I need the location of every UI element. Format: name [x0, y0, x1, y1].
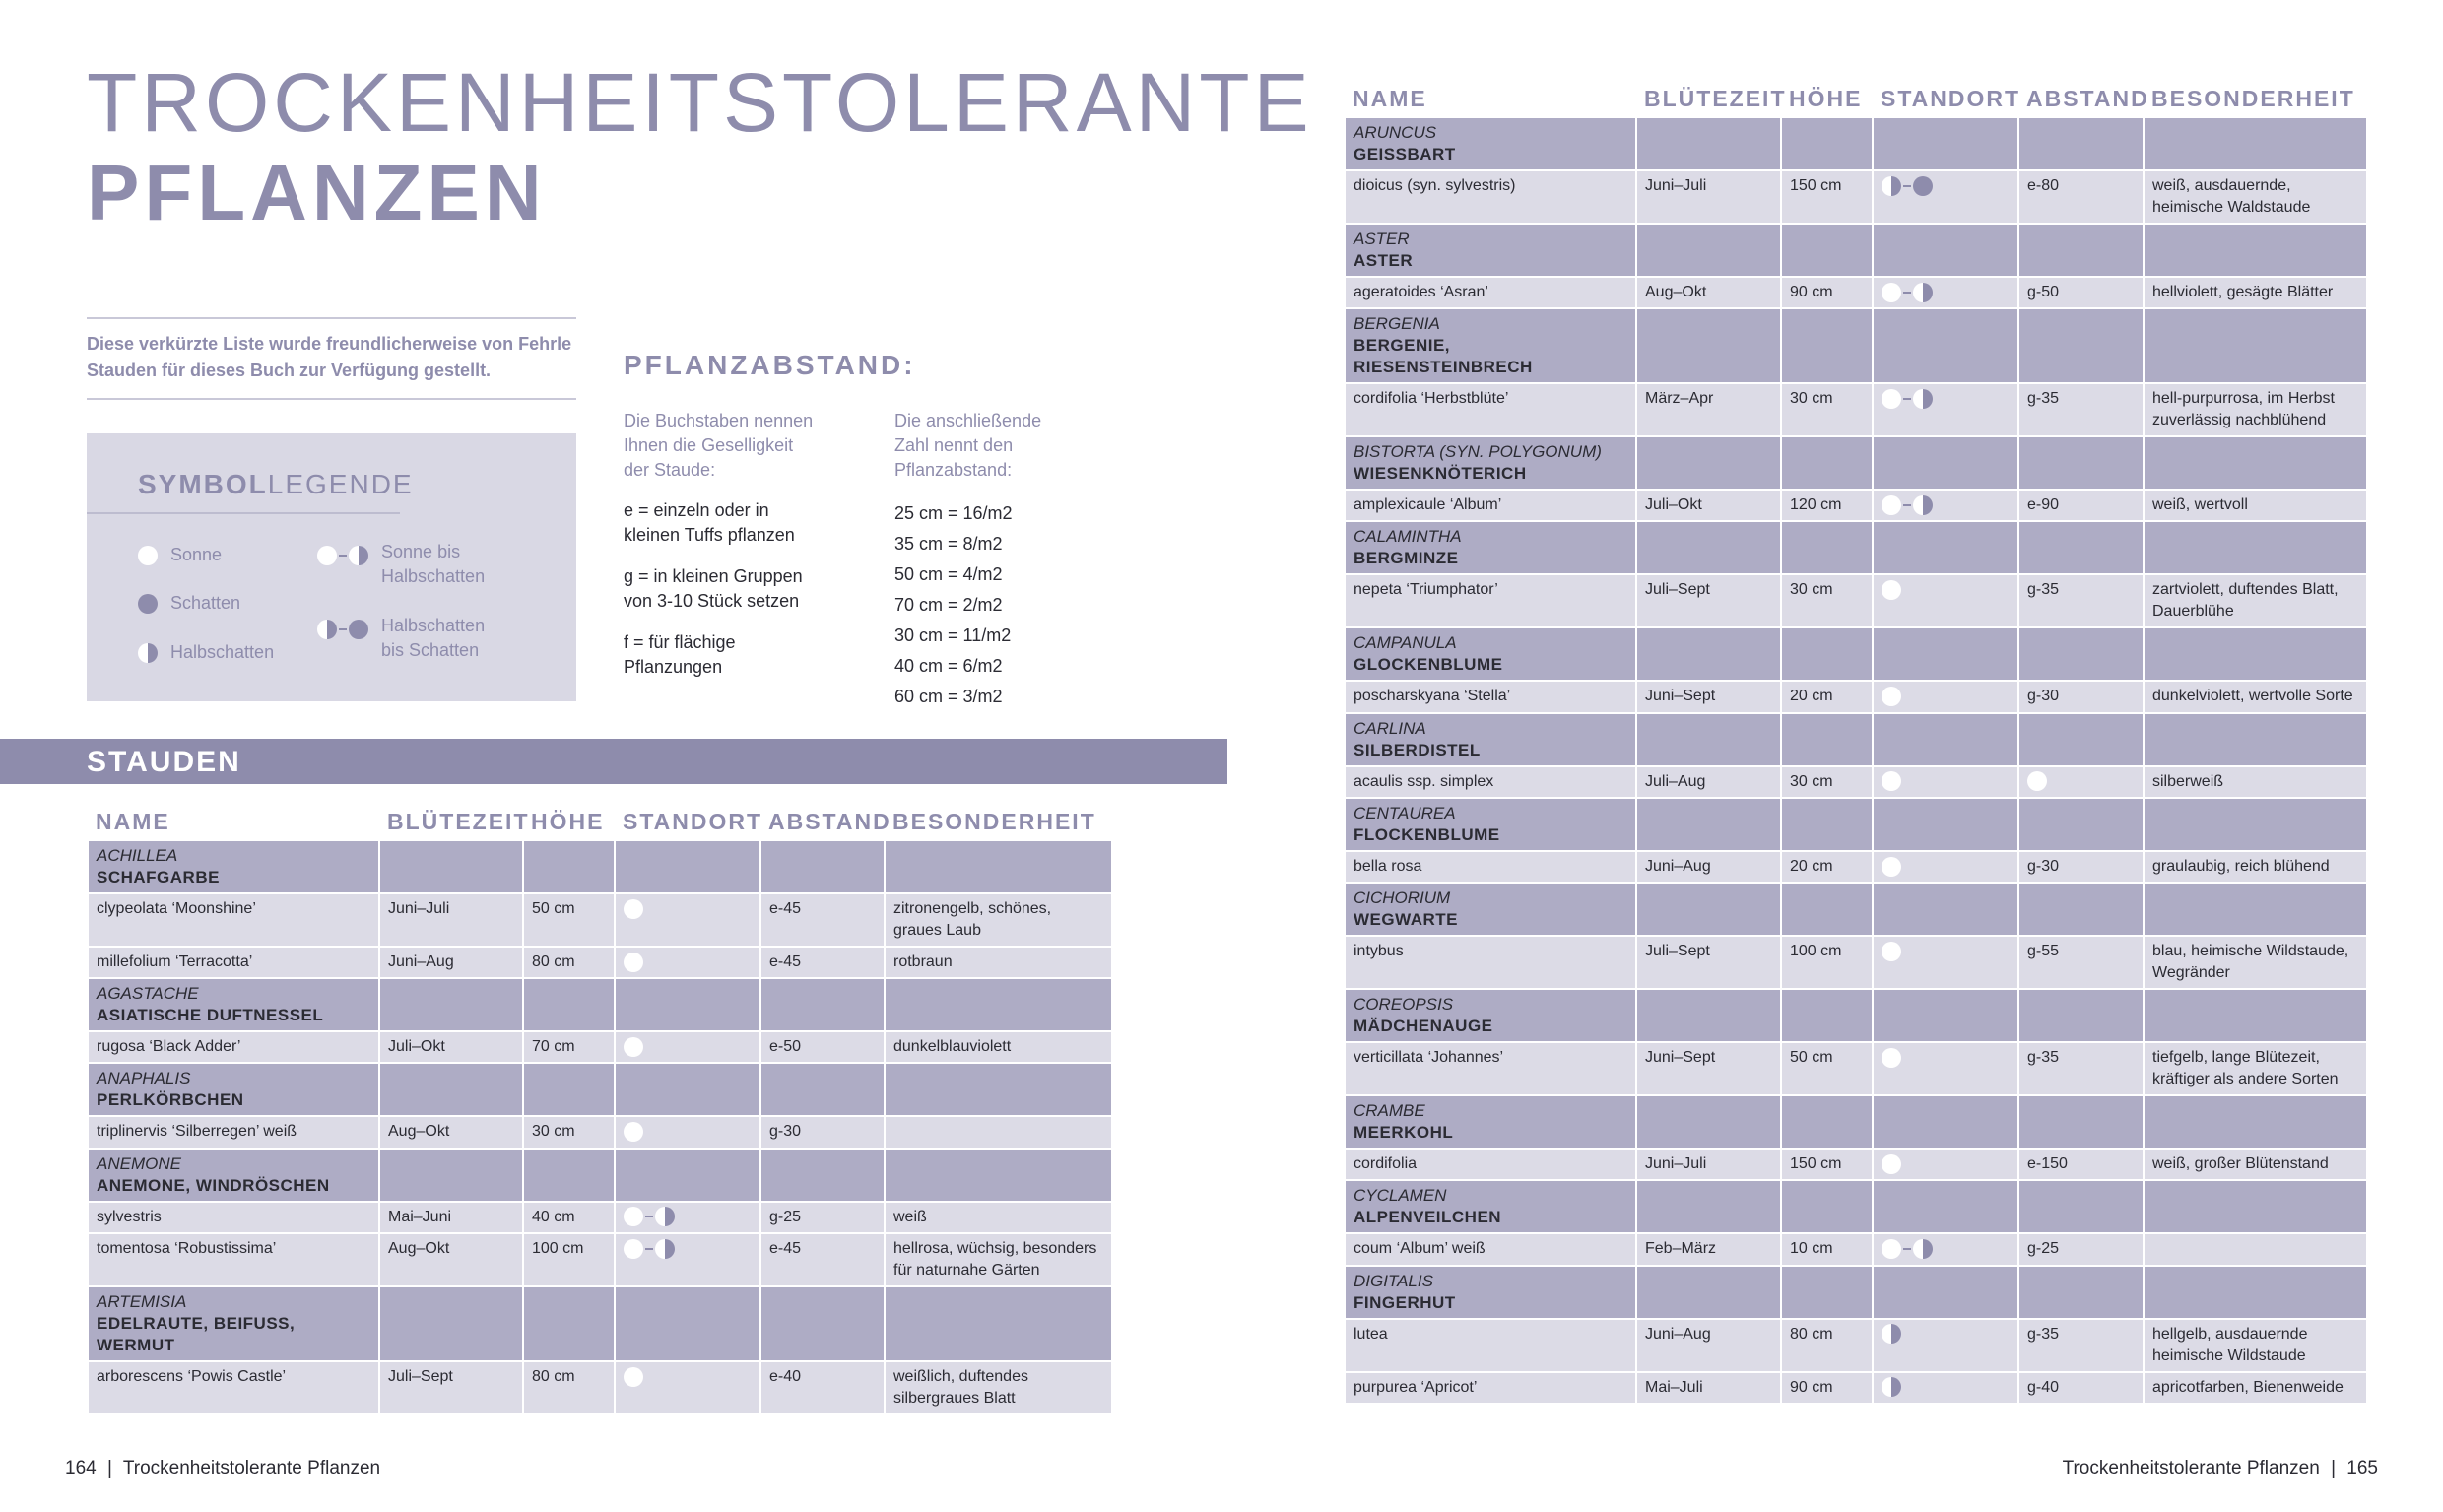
divider — [87, 317, 576, 319]
sun-to-half-shade-icon — [1882, 1238, 1933, 1260]
location — [1873, 681, 2018, 712]
genus-latin-name: CALAMINTHA — [1354, 527, 1462, 547]
plant-row — [1345, 1149, 2367, 1180]
genus-row — [1345, 308, 2367, 383]
genus-latin-name: ARTEMISIA — [97, 1291, 187, 1311]
intro-text: Diese verkürzte Liste wurde freundlicherweise von Fehrle Stauden für dieses Buch zur Verfügung gestellt. — [87, 334, 572, 380]
feature: weiß, großer Blütenstand — [2144, 1149, 2367, 1180]
plant-name: triplinervis ‘Silberregen’ weiß — [88, 1116, 379, 1148]
plant-row — [88, 947, 1112, 978]
height: 150 cm — [1781, 170, 1873, 224]
height: 30 cm — [1781, 766, 1873, 798]
plant-name: intybus — [1345, 936, 1636, 989]
location — [1873, 490, 2018, 521]
sun-icon — [1882, 1153, 1901, 1175]
location — [1873, 1149, 2018, 1180]
plant-row — [88, 1031, 1112, 1063]
bloom-time: Juni–Juli — [1636, 1149, 1781, 1180]
location — [1873, 383, 2018, 436]
column-header: STANDORT — [623, 809, 763, 834]
genus-row — [1345, 1266, 2367, 1319]
sun-icon — [624, 1121, 643, 1143]
footer-label: Trockenheitstolerante Pflanzen — [122, 1458, 381, 1479]
plant-row — [88, 893, 1112, 947]
genus-common-name: WIESENKNÖTERICH — [1354, 464, 1527, 484]
pflanzabstand-right: Die anschließende Zahl nennt den Pflanzabstand: 25 cm = 16/m2 35 cm = 8/m2 50 cm = 4/m2 70 cm = 2/m2 30 cm = 11/m2 40 cm = 6/m2 60 cm = 3/m2 — [894, 409, 1091, 712]
genus-latin-name: CARLINA — [1354, 718, 1426, 738]
plant-name: cordifolia ‘Herbstblüte’ — [1345, 383, 1636, 436]
feature: tiefgelb, lange Blütezeit, kräftiger als andere Sorten — [2144, 1042, 2367, 1095]
height: 30 cm — [1781, 383, 1873, 436]
column-header: NAME — [1353, 86, 1427, 111]
genus-common-name: GEISSBART — [1354, 145, 1456, 164]
feature: hellviolett, gesägte Blätter — [2144, 277, 2367, 308]
feature — [885, 1116, 1112, 1148]
genus-common-name: ALPENVEILCHEN — [1354, 1208, 1502, 1227]
plant-row — [1345, 277, 2367, 308]
location — [615, 1031, 760, 1063]
genus-latin-name: AGASTACHE — [97, 984, 199, 1004]
sun-icon — [1882, 941, 1901, 962]
plant-row — [1345, 490, 2367, 521]
genus-row — [1345, 521, 2367, 574]
sun-icon — [2027, 771, 2047, 793]
sun-icon — [138, 546, 158, 565]
location — [1873, 1042, 2018, 1095]
genus-row — [88, 1063, 1112, 1116]
plant-name: bella rosa — [1345, 851, 1636, 883]
bloom-time: Juni–Juli — [1636, 170, 1781, 224]
legend-halbschatten-bis-schatten: Halbschatten bis Schatten — [317, 614, 485, 663]
pflanzabstand-title: PFLANZABSTAND: — [624, 350, 916, 380]
genus-row — [1345, 989, 2367, 1042]
location — [1873, 766, 2018, 798]
genus-common-name: SCHAFGARBE — [97, 868, 220, 887]
spacing: e-45 — [760, 1233, 885, 1286]
plant-row — [1345, 1319, 2367, 1372]
genus-latin-name: CENTAUREA — [1354, 803, 1456, 822]
sun-icon — [1882, 686, 1901, 707]
genus-row — [1345, 117, 2367, 170]
location — [1873, 574, 2018, 627]
plant-row — [88, 1202, 1112, 1233]
height: 20 cm — [1781, 681, 1873, 712]
shade-icon — [138, 594, 158, 614]
bloom-time: Feb–März — [1636, 1233, 1781, 1265]
plant-name: poscharskyana ‘Stella’ — [1345, 681, 1636, 712]
height: 90 cm — [1781, 1372, 1873, 1404]
divider — [87, 398, 576, 400]
plant-row — [1345, 681, 2367, 712]
plant-row — [1345, 170, 2367, 224]
genus-common-name: ANEMONE, WINDRÖSCHEN — [97, 1175, 330, 1195]
sun-icon — [624, 1036, 643, 1058]
spacing: g-35 — [2018, 1042, 2144, 1095]
bloom-time: Juli–Okt — [379, 1031, 523, 1063]
column-header: BESONDERHEIT — [2151, 86, 2355, 111]
genus-latin-name: BISTORTA (SYN. POLYGONUM) — [1354, 442, 1602, 462]
sun-icon — [1882, 1047, 1901, 1069]
bloom-time: Aug–Okt — [379, 1116, 523, 1148]
plant-name: amplexicaule ‘Album’ — [1345, 490, 1636, 521]
column-header: STANDORT — [1881, 86, 2021, 111]
plant-row — [1345, 936, 2367, 989]
sun-icon — [1882, 579, 1901, 601]
genus-common-name: MÄDCHENAUGE — [1354, 1017, 1493, 1036]
sun-to-half-shade-icon — [1882, 282, 1933, 303]
bloom-time: Juli–Sept — [1636, 936, 1781, 989]
height: 10 cm — [1781, 1233, 1873, 1265]
spacing: g-40 — [2018, 1372, 2144, 1404]
column-header: ABSTAND — [2026, 86, 2149, 111]
genus-common-name: BERGENIE, RIESENSTEINBRECH — [1354, 336, 1533, 377]
genus-row — [1345, 1180, 2367, 1233]
bloom-time: Juni–Aug — [1636, 1319, 1781, 1372]
genus-common-name: BERGMINZE — [1354, 549, 1459, 568]
half-shade-icon — [138, 643, 158, 663]
genus-latin-name: ANEMONE — [97, 1153, 181, 1173]
genus-common-name: GLOCKENBLUME — [1354, 655, 1503, 675]
height: 50 cm — [1781, 1042, 1873, 1095]
genus-common-name: EDELRAUTE, BEIFUSS, WERMUT — [97, 1313, 296, 1354]
height: 150 cm — [1781, 1149, 1873, 1180]
plant-name: ageratoides ‘Asran’ — [1345, 277, 1636, 308]
sun-icon — [1882, 856, 1901, 878]
plant-row — [1345, 383, 2367, 436]
plant-name: millefolium ‘Terracotta’ — [88, 947, 379, 978]
plant-name: clypeolata ‘Moonshine’ — [88, 893, 379, 947]
spacing: g-30 — [2018, 851, 2144, 883]
feature: weiß, wertvoll — [2144, 490, 2367, 521]
legend-sonne: Sonne — [138, 543, 222, 567]
height: 70 cm — [523, 1031, 615, 1063]
bloom-time: Juni–Aug — [379, 947, 523, 978]
spacing: g-30 — [2018, 681, 2144, 712]
sun-icon — [624, 898, 643, 920]
bloom-time: Juli–Aug — [1636, 766, 1781, 798]
location — [1873, 1319, 2018, 1372]
location — [615, 1233, 760, 1286]
bloom-time: Juni–Sept — [1636, 1042, 1781, 1095]
section-title: STAUDEN — [87, 746, 241, 778]
height: 50 cm — [523, 893, 615, 947]
bloom-time: Juni–Aug — [1636, 851, 1781, 883]
feature: weiß — [885, 1202, 1112, 1233]
genus-common-name: PERLKÖRBCHEN — [97, 1090, 244, 1110]
plant-name: arborescens ‘Powis Castle’ — [88, 1361, 379, 1414]
plant-row — [88, 1116, 1112, 1148]
legend-divider — [87, 512, 400, 514]
genus-latin-name: BERGENIA — [1354, 314, 1440, 334]
feature: hellgelb, ausdauernde heimische Wildstaude — [2144, 1319, 2367, 1372]
genus-latin-name: CAMPANULA — [1354, 633, 1457, 653]
spacing: g-55 — [2018, 936, 2144, 989]
footer-left: 164 | Trockenheitstolerante Pflanzen — [65, 1458, 381, 1479]
plant-name: nepeta ‘Triumphator’ — [1345, 574, 1636, 627]
feature: rotbraun — [885, 947, 1112, 978]
plant-row — [1345, 1233, 2367, 1265]
plants-table-right — [1344, 83, 2368, 1405]
spacing: g-25 — [2018, 1233, 2144, 1265]
location — [615, 1202, 760, 1233]
height: 30 cm — [523, 1116, 615, 1148]
genus-row — [1345, 713, 2367, 766]
genus-row — [88, 840, 1112, 893]
height: 100 cm — [1781, 936, 1873, 989]
genus-row — [88, 978, 1112, 1031]
bloom-time: Juli–Sept — [379, 1361, 523, 1414]
bloom-time: Aug–Okt — [379, 1233, 523, 1286]
spacing: e-45 — [760, 893, 885, 947]
height: 40 cm — [523, 1202, 615, 1233]
feature: dunkelblauviolett — [885, 1031, 1112, 1063]
location — [615, 1361, 760, 1414]
genus-latin-name: COREOPSIS — [1354, 995, 1454, 1015]
feature: zartviolett, duftendes Blatt, Dauerblühe — [2144, 574, 2367, 627]
footer-label: Trockenheitstolerante Pflanzen — [2062, 1458, 2320, 1479]
height: 80 cm — [1781, 1319, 1873, 1372]
location — [1873, 170, 2018, 224]
plant-row — [1345, 1372, 2367, 1404]
plant-row — [88, 1233, 1112, 1286]
spacing: g-25 — [760, 1202, 885, 1233]
spacing-list: 25 cm = 16/m2 35 cm = 8/m2 50 cm = 4/m2 70 cm = 2/m2 30 cm = 11/m2 40 cm = 6/m2 60 cm = 3/m2 — [894, 503, 1013, 706]
spacing: g-50 — [2018, 277, 2144, 308]
sun-icon — [1882, 771, 1901, 793]
feature: graulaubig, reich blühend — [2144, 851, 2367, 883]
plant-row — [1345, 851, 2367, 883]
sun-icon — [624, 952, 643, 973]
plant-name: verticillata ‘Johannes’ — [1345, 1042, 1636, 1095]
plant-row — [1345, 766, 2367, 798]
bloom-time: Juni–Juli — [379, 893, 523, 947]
column-header: HÖHE — [531, 809, 605, 834]
spacing: g-35 — [2018, 383, 2144, 436]
genus-row — [1345, 798, 2367, 851]
spacing: g-30 — [760, 1116, 885, 1148]
plant-name: purpurea ‘Apricot’ — [1345, 1372, 1636, 1404]
genus-row — [1345, 224, 2367, 277]
plant-row — [1345, 1042, 2367, 1095]
spacing: e-40 — [760, 1361, 885, 1414]
page-number: 164 — [65, 1458, 97, 1479]
plant-name: cordifolia — [1345, 1149, 1636, 1180]
genus-row — [88, 1286, 1112, 1361]
genus-latin-name: CYCLAMEN — [1354, 1186, 1447, 1206]
plant-name: dioicus (syn. sylvestris) — [1345, 170, 1636, 224]
page-number: 165 — [2346, 1458, 2378, 1479]
height: 120 cm — [1781, 490, 1873, 521]
height: 80 cm — [523, 1361, 615, 1414]
legend-halbschatten: Halbschatten — [138, 640, 274, 665]
location — [1873, 936, 2018, 989]
page-title-line2: PFLANZEN — [87, 149, 547, 236]
height: 80 cm — [523, 947, 615, 978]
genus-latin-name: ARUNCUS — [1354, 123, 1437, 142]
genus-common-name: ASTER — [1354, 251, 1414, 270]
plant-row — [88, 1361, 1112, 1414]
legend-sonne-bis-halbschatten: Sonne bis Halbschatten — [317, 540, 485, 589]
column-header: HÖHE — [1789, 86, 1863, 111]
genus-common-name: FLOCKENBLUME — [1354, 824, 1500, 844]
bloom-time: Juli–Okt — [1636, 490, 1781, 521]
feature: silberweiß — [2144, 766, 2367, 798]
genus-latin-name: CICHORIUM — [1354, 888, 1451, 908]
plant-name: rugosa ‘Black Adder’ — [88, 1031, 379, 1063]
genus-row — [88, 1149, 1112, 1202]
legend-title: SYMBOLLEGENDE — [138, 469, 414, 499]
half-shade-icon — [1882, 1377, 1901, 1399]
height: 100 cm — [523, 1233, 615, 1286]
plants-table-left — [87, 806, 1113, 1415]
genus-common-name: ASIATISCHE DUFTNESSEL — [97, 1006, 324, 1025]
spacing: g-35 — [2018, 574, 2144, 627]
genus-row — [1345, 883, 2367, 936]
genus-latin-name: CRAMBE — [1354, 1101, 1425, 1121]
plant-name: sylvestris — [88, 1202, 379, 1233]
half-shade-to-shade-icon — [317, 617, 368, 641]
feature: hell-purpurrosa, im Herbst zuverlässig nachblühend — [2144, 383, 2367, 436]
plant-name: lutea — [1345, 1319, 1636, 1372]
height: 30 cm — [1781, 574, 1873, 627]
bloom-time: Mai–Juli — [1636, 1372, 1781, 1404]
plant-name: acaulis ssp. simplex — [1345, 766, 1636, 798]
genus-common-name: MEERKOHL — [1354, 1123, 1454, 1143]
sun-to-half-shade-icon — [1882, 494, 1933, 516]
location — [1873, 1233, 2018, 1265]
genus-latin-name: ANAPHALIS — [97, 1069, 191, 1088]
genus-latin-name: ASTER — [1354, 230, 1410, 248]
height: 20 cm — [1781, 851, 1873, 883]
genus-row — [1345, 1095, 2367, 1149]
sun-icon — [624, 1366, 643, 1388]
spacing: g-35 — [2018, 1319, 2144, 1372]
bloom-time: Mai–Juni — [379, 1202, 523, 1233]
page-title-line1: TROCKENHEITSTOLERANTE — [87, 56, 1313, 149]
spacing: e-45 — [760, 947, 885, 978]
column-header: NAME — [96, 809, 170, 834]
column-header: ABSTAND — [768, 809, 891, 834]
bloom-time: Juli–Sept — [1636, 574, 1781, 627]
legend-schatten: Schatten — [138, 591, 240, 616]
sun-to-half-shade-icon — [624, 1238, 675, 1260]
feature: dunkelviolett, wertvolle Sorte — [2144, 681, 2367, 712]
genus-common-name: WEGWARTE — [1354, 910, 1458, 930]
location — [1873, 851, 2018, 883]
feature: apricotfarben, Bienenweide — [2144, 1372, 2367, 1404]
spacing — [2018, 766, 2144, 798]
plant-name: tomentosa ‘Robustissima’ — [88, 1233, 379, 1286]
feature: weiß, ausdauernde, heimische Waldstaude — [2144, 170, 2367, 224]
half-shade-icon — [1882, 1324, 1901, 1346]
half-shade-to-shade-icon — [1882, 175, 1933, 197]
bloom-time: Aug–Okt — [1636, 277, 1781, 308]
location — [1873, 277, 2018, 308]
genus-common-name: FINGERHUT — [1354, 1292, 1456, 1312]
sun-to-half-shade-icon — [317, 543, 368, 567]
feature: weißlich, duftendes silbergraues Blatt — [885, 1361, 1112, 1414]
genus-latin-name: ACHILLEA — [97, 846, 178, 865]
bloom-time: März–Apr — [1636, 383, 1781, 436]
pflanzabstand-left: Die Buchstaben nennen Ihnen die Geselligkeit der Staude: e = einzeln oder in kleinen Tuffs pflanzen g = in kleinen Gruppen von 3-10 Stück setzen f = für flächige Pflanzungen — [624, 411, 814, 677]
location — [1873, 1372, 2018, 1404]
feature — [2144, 1233, 2367, 1265]
bloom-time: Juni–Sept — [1636, 681, 1781, 712]
location — [615, 1116, 760, 1148]
feature: blau, heimische Wildstaude, Wegränder — [2144, 936, 2367, 989]
sun-to-half-shade-icon — [624, 1207, 675, 1228]
spacing: e-50 — [760, 1031, 885, 1063]
spacing: e-150 — [2018, 1149, 2144, 1180]
plant-row — [1345, 574, 2367, 627]
sun-to-half-shade-icon — [1882, 388, 1933, 410]
column-header: BLÜTEZEIT — [1644, 86, 1787, 111]
genus-row — [1345, 627, 2367, 681]
column-header: BLÜTEZEIT — [387, 809, 530, 834]
feature: zitronengelb, schönes, graues Laub — [885, 893, 1112, 947]
footer-right: Trockenheitstolerante Pflanzen | 165 — [2062, 1458, 2378, 1479]
feature: hellrosa, wüchsig, besonders für naturnahe Gärten — [885, 1233, 1112, 1286]
column-header: BESONDERHEIT — [892, 809, 1096, 834]
location — [615, 947, 760, 978]
genus-common-name: SILBERDISTEL — [1354, 740, 1481, 759]
plant-name: coum ‘Album’ weiß — [1345, 1233, 1636, 1265]
spacing: e-80 — [2018, 170, 2144, 224]
height: 90 cm — [1781, 277, 1873, 308]
location — [615, 893, 760, 947]
genus-latin-name: DIGITALIS — [1354, 1271, 1433, 1290]
genus-row — [1345, 436, 2367, 490]
spacing: e-90 — [2018, 490, 2144, 521]
